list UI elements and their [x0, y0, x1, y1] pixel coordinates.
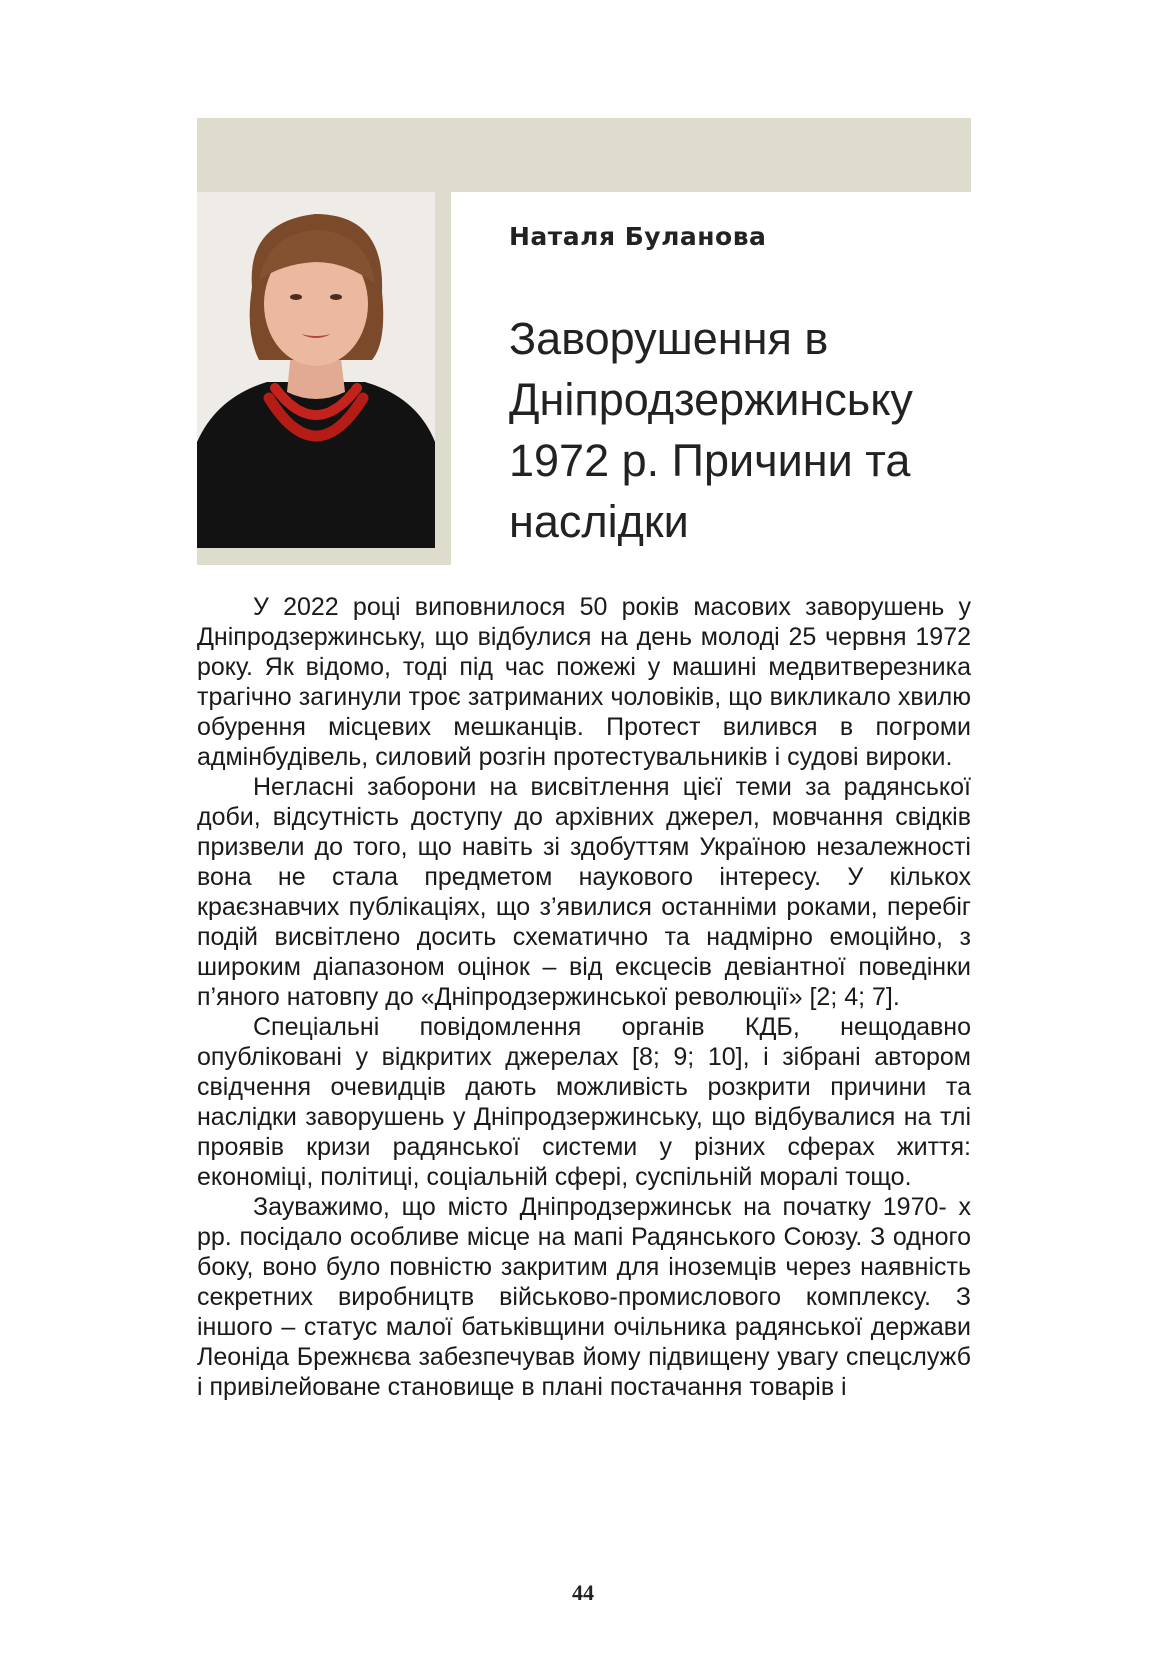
author-photo — [197, 192, 435, 548]
paragraph-3: Спеціальні повідомлення органів КДБ, нещодавно опубліковані у відкритих джерелах [8; 9; 10], і зібрані автором свідчення очевидців дають можливість розкрити причини та наслідки заворушень у Дніпродзержинську, що відбувалися на тлі проявів кризи радянської системи у різних сферах життя: економіці, політиці, соціальній сфері, суспільній моралі тощо. — [197, 1013, 971, 1191]
paragraph-1: У 2022 році виповнилося 50 років масових заворушень у Дніпродзержинську, що відбулися на день молоді 25 червня 1972 року. Як відомо, тоді під час пожежі у машині медвитверезника трагічно загинули троє затриманих чоловіків, що викликало хвилю обурення місцевих мешканців. Протест вилився в погроми адмінбудівель, силовий розгін протестувальників і судові вироки. — [197, 593, 971, 771]
article-title: Заворушення в Дніпродзержинську 1972 р. Причини та наслідки — [509, 313, 913, 547]
header-band — [197, 118, 971, 192]
article-body — [197, 592, 971, 1402]
paragraph-4: Зауважимо, що місто Дніпродзержинськ на початку 1970- х рр. посідало особливе місце на мапі Радянського Союзу. З одного боку, воно було повністю закритим для іноземців через наявність секретних виробництв військово-промислового комплексу. З іншого – статус малої батьківщини очільника радянської держави Леоніда Брежнєва забезпечував йому підвищену увагу спецслужб і привілейоване становище в плані постачання товарів і — [197, 1193, 971, 1401]
page-number: 44 — [572, 1580, 594, 1605]
paragraph-2: Негласні заборони на висвітлення цієї теми за радянської доби, відсутність доступу до архівних джерел, мовчання свідків призвели до того, що навіть зі здобуттям Україною незалежності вона не стала предметом наукового інтересу. У кількох краєзнавчих публікаціях, що з’явилися останніми роками, перебіг подій висвітлено досить схематично та надмірно емоційно, з широким діапазоном оцінок – від ексцесів девіантної поведінки п’яного натовпу до «Дніпродзержинської революції» [2; 4; 7]. — [197, 773, 971, 1011]
author-name: Наталя Буланова — [509, 222, 767, 251]
